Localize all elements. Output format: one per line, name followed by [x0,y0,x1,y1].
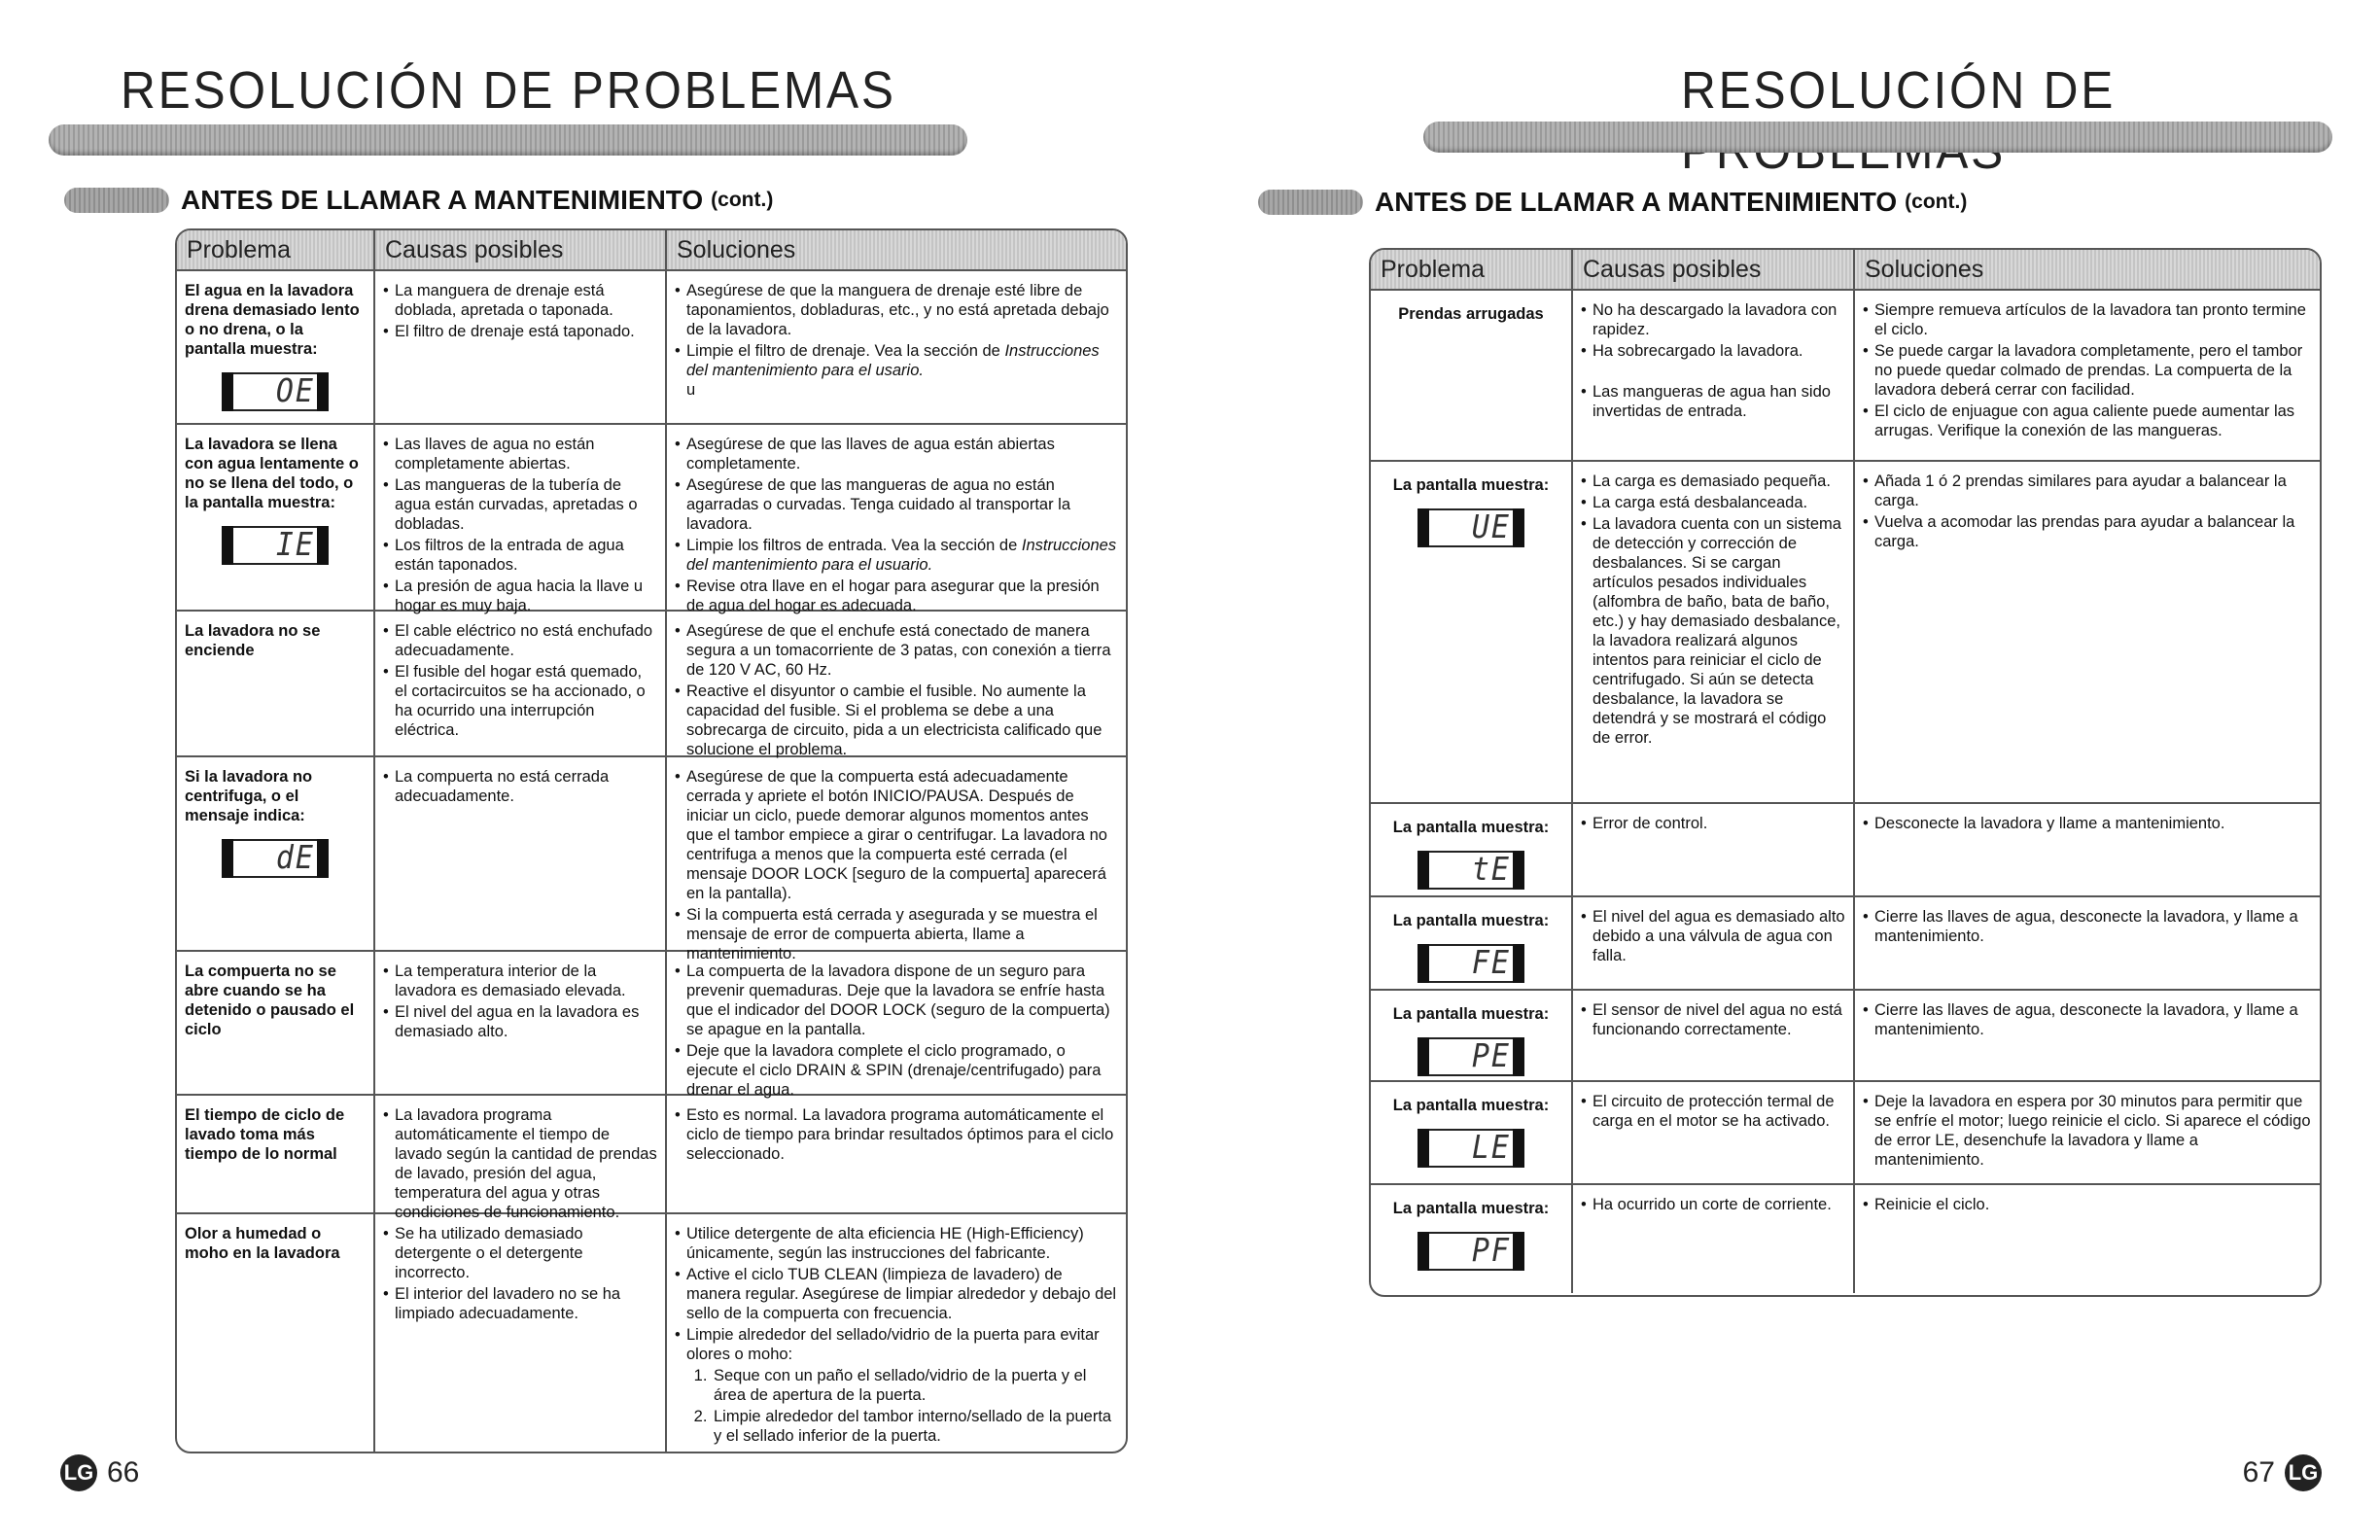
cause-item: • Los filtros de la entrada de agua están taponados. [383,536,657,575]
cause-item: • La lavadora programa automáticamente el tiempo de lavado según la cantidad de prendas de lavado, presión del agua, temperatura del agua y otras condiciones de funcionamiento. [383,1105,657,1222]
error-code-display [1418,944,1524,983]
solution-item: • Cierre las llaves de agua, desconecte la lavadora, y llame a mantenimiento. [1863,1000,2312,1039]
table-row [1371,1082,2320,1185]
cause-item: • La manguera de drenaje está doblada, apretada o taponada. [383,281,657,320]
section-title: ANTES DE LLAMAR A MANTENIMIENTO [181,185,704,215]
solution-item: • Asegúrese de que las mangueras de agua no están agarradas o curvadas. Tenga cuidado al transportar la lavadora. [675,475,1118,534]
solution-item: • Deje que la lavadora complete el ciclo programado, o ejecute el ciclo DRAIN & SPIN (drenaje/centrifugado) para drenar el agua. [675,1041,1118,1100]
error-code-display [222,372,329,411]
cause-item: • El nivel del agua en la lavadora es demasiado alto. [383,1002,657,1041]
cause-item: • El sensor de nivel del agua no está funcionando correctamente. [1581,1000,1845,1039]
problem-text: La pantalla muestra: [1392,1005,1550,1023]
cause-item: • La presión de agua hacia la llave u hogar es muy baja. [383,577,657,615]
cause-item: • Las llaves de agua no están completamente abiertas. [383,435,657,473]
error-code: LE [1471,1129,1511,1167]
title-bar [1423,122,2332,153]
problem-text: La lavadora no se enciende [185,622,321,659]
solution-item: • La compuerta de la lavadora dispone de un seguro para prevenir quemaduras. Deje que la lavadora se enfríe hasta que el indicador del DOOR LOCK (seguro de la compuerta) se apague en la pantalla. [675,962,1118,1039]
header-problema: Problema [1371,250,1573,289]
error-code: tE [1471,851,1511,889]
cause-item: • No ha descargado la lavadora con rapidez. [1581,300,1845,339]
error-code-display [222,839,329,878]
table-row [1371,897,2320,991]
problem-text: El agua en la lavadora drena demasiado lento o no drena, o la pantalla muestra: [185,282,360,358]
section-pill [1258,190,1363,215]
solution-item: • Asegúrese de que la manguera de drenaje esté libre de taponamientos, dobladuras, etc., y no está apretada debajo de la lavadora. [675,281,1118,339]
cause-item: • Las mangueras de agua han sido invertidas de entrada. [1581,382,1845,421]
table-row [177,757,1126,962]
problem-text: La pantalla muestra: [1392,1200,1550,1217]
page-number [51,1454,139,1491]
error-code-display [1418,1232,1524,1271]
error-code: dE [275,839,315,877]
problem-text: La pantalla muestra: [1392,476,1550,494]
solution-item: • Reactive el disyuntor o cambie el fusible. No aumente la capacidad del fusible. Si el problema se debe a una sobrecarga de circuito, pida a un electricista calificado que solucione el problema. [675,682,1118,759]
solution-item: • Deje la lavadora en espera por 30 minutos para permitir que se enfríe el motor; luego reinicie el ciclo. Si aparece el código de error LE, desenchufe la lavadora y llame a mantenimiento. [1863,1092,2312,1170]
section-heading [1258,187,1967,218]
table-row [177,952,1126,1099]
table-row [1371,462,2320,804]
solution-item: • Cierre las llaves de agua, desconecte la lavadora, y llame a mantenimiento. [1863,907,2312,946]
error-code: UE [1471,508,1511,546]
lg-logo-icon: LG [2285,1454,2322,1491]
cause-item: • El filtro de drenaje está taponado. [383,322,657,341]
cause-item: • El cable eléctrico no está enchufado adecuadamente. [383,621,657,660]
cause-item: • Ha sobrecargado la lavadora. [1581,341,1845,361]
table-row [1371,804,2320,897]
table-row [177,1096,1126,1221]
cause-item: • El interior del lavadero no se ha limpiado adecuadamente. [383,1284,657,1323]
solution-item: • Esto es normal. La lavadora programa automáticamente el ciclo de tiempo para brindar resultados óptimos para el ciclo seleccionado. [675,1105,1118,1164]
section-title: ANTES DE LLAMAR A MANTENIMIENTO [1375,187,1898,217]
cause-item: • El fusible del hogar está quemado, el cortacircuitos se ha accionado, o ha ocurrido una interrupción eléctrica. [383,662,657,740]
solution-item: • Vuelva a acomodar las prendas para ayudar a balancear la carga. [1863,512,2312,551]
solution-item: • El ciclo de enjuague con agua caliente puede aumentar las arrugas. Verifique la conexión de las mangueras. [1863,402,2312,440]
problem-text: La pantalla muestra: [1392,912,1550,929]
table-row [177,1214,1126,1452]
cause-item: • La carga es demasiado pequeña. [1581,472,1845,491]
section-cont: (cont.) [711,189,774,211]
troubleshooting-table [1369,248,2322,1297]
error-code-display [1418,508,1524,547]
troubleshooting-table [175,228,1128,1453]
cause-item: • La temperatura interior de la lavadora es demasiado elevada. [383,962,657,1000]
table-row [1371,1185,2320,1293]
solution-item: • Limpie el filtro de drenaje. Vea la sección de Instrucciones del mantenimiento para el usario. u [675,341,1118,400]
problem-text: Prendas arrugadas [1398,305,1544,323]
problem-text: Olor a humedad o moho en la lavadora [185,1225,340,1262]
problem-text: La lavadora se llena con agua lentamente o no se llena del todo, o la pantalla muestra: [185,436,359,511]
error-code-display [1418,1037,1524,1076]
problem-text: El tiempo de ciclo de lavado toma más tiempo de lo normal [185,1106,345,1163]
problem-text: Si la lavadora no centrifuga, o el mensaje indica: [185,768,313,824]
page-title: RESOLUCIÓN DE [1681,61,2117,120]
error-code-display [1418,1129,1524,1168]
table-header [177,230,1126,271]
page-number-text: 66 [107,1456,140,1488]
right-page [1190,0,2380,1540]
error-code: IE [275,526,315,564]
section-pill [64,188,169,213]
solution-item: • Reinicie el ciclo. [1863,1195,2312,1214]
table-row [177,271,1126,425]
solution-item: • Si la compuerta está cerrada y asegurada y se muestra el mensaje de error de compuerta abierta, llame a mantenimiento. [675,905,1118,963]
header-problema: Problema [177,230,375,269]
step-item: 2. Limpie alrededor del tambor interno/sellado de la puerta y el sellado inferior de la puerta. [712,1407,1118,1446]
table-row [177,612,1126,757]
title-bar [49,124,967,156]
solution-item: • Limpie los filtros de entrada. Vea la sección de Instrucciones del mantenimiento para el usuario. [675,536,1118,575]
solution-item: • Añada 1 ó 2 prendas similares para ayudar a balancear la carga. [1863,472,2312,510]
error-code: OE [275,372,315,410]
solution-item: • Asegúrese de que el enchufe está conectado de manera segura a un tomacorriente de 3 patas, con conexión a tierra de 120 V AC, 60 Hz. [675,621,1118,680]
solution-item: • Limpie alrededor del sellado/vidrio de la puerta para evitar olores o moho: 1. Seque con un paño el sellado/vidrio de la puerta y el área de apertura de la puerta. 2. Limpie alrededor del tambor interno/sellado de la puerta y el sellado inferior de la puerta. [675,1325,1118,1446]
page-number [2243,1454,2331,1491]
solution-item: • Revise otra llave en el hogar para asegurar que la presión de agua del hogar es adecuada. [675,577,1118,615]
problem-text: La compuerta no se abre cuando se ha detenido o pausado el ciclo [185,962,355,1038]
header-soluciones: Soluciones [1865,255,1984,283]
lg-logo-icon: LG [60,1454,97,1491]
table-header [1371,250,2320,291]
steps-list [686,1366,1118,1446]
header-soluciones: Soluciones [677,235,796,263]
cause-item: • Se ha utilizado demasiado detergente o el detergente incorrecto. [383,1224,657,1282]
solution-item: • Asegúrese de que la compuerta está adecuadamente cerrada y apriete el botón INICIO/PAUSA. Después de iniciar un ciclo, puede demorar algunos momentos antes que el tambor empiece a girar o centrifugar. La lavadora no centrifuga a menos que la compuerta esté cerrada (el mensaje DOOR LOCK [seguro de la compuerta] aparecerá en la pantalla). [675,767,1118,903]
header-causas: Causas posibles [1573,250,1855,289]
solution-extra: u [686,381,696,399]
page-title: RESOLUCIÓN DE PROBLEMAS [121,61,896,120]
cause-item: • Las mangueras de la tubería de agua están curvadas, apretadas o dobladas. [383,475,657,534]
step-item: 1. Seque con un paño el sellado/vidrio de la puerta y el área de apertura de la puerta. [712,1366,1118,1405]
table-row [177,425,1126,612]
solution-item: • Active el ciclo TUB CLEAN (limpieza de lavadero) de manera regular. Asegúrese de limpiar alrededor y debajo del sello de la compuerta con frecuencia. [675,1265,1118,1323]
cause-item: • Error de control. [1581,814,1845,833]
section-heading [64,185,773,216]
error-code: FE [1471,944,1511,982]
cause-item: • La carga está desbalanceada. [1581,493,1845,512]
error-code: PE [1471,1037,1511,1075]
error-code: PF [1471,1232,1511,1270]
solution-item: • Siempre remueva artículos de la lavadora tan pronto termine el ciclo. [1863,300,2312,339]
problem-text: La pantalla muestra: [1392,1097,1550,1114]
cause-item: • La lavadora cuenta con un sistema de detección y corrección de desbalances. Si se cargan artículos pesados individuales (alfombra de baño, bata de baño, etc.) y hay demasiado desbalance, la lavadora realizará algunos intentos para reiniciar el ciclo de centrifugado. Si aún se detecta desbalance, la lavadora se detendrá y se mostrará el código de error. [1581,514,1845,748]
page-number-text: 67 [2242,1456,2275,1488]
solution-italic: Instrucciones del mantenimiento para el usario. [686,342,1100,379]
cause-item: • Ha ocurrido un corte de corriente. [1581,1195,1845,1214]
header-causas: Causas posibles [375,230,667,269]
solution-item: • Desconecte la lavadora y llame a mantenimiento. [1863,814,2312,833]
table-row [1371,991,2320,1082]
cause-item: • La compuerta no está cerrada adecuadamente. [383,767,657,806]
table-row [1371,291,2320,462]
problem-text: La pantalla muestra: [1392,819,1550,836]
section-cont: (cont.) [1905,191,1968,213]
error-code-display [1418,851,1524,890]
error-code-display [222,526,329,565]
solution-item: • Utilice detergente de alta eficiencia HE (High-Efficiency) únicamente, según las instrucciones del fabricante. [675,1224,1118,1263]
solution-italic: Instrucciones del mantenimiento para el usuario. [686,537,1117,574]
solution-item: • Asegúrese de que las llaves de agua están abiertas completamente. [675,435,1118,473]
cause-item: • El nivel del agua es demasiado alto debido a una válvula de agua con falla. [1581,907,1845,965]
solution-item: • Se puede cargar la lavadora completamente, pero el tambor no puede quedar colmado de prendas. La compuerta de la lavadora deberá cerrar con facilidad. [1863,341,2312,400]
cause-item: • El circuito de protección termal de carga en el motor se ha activado. [1581,1092,1845,1131]
